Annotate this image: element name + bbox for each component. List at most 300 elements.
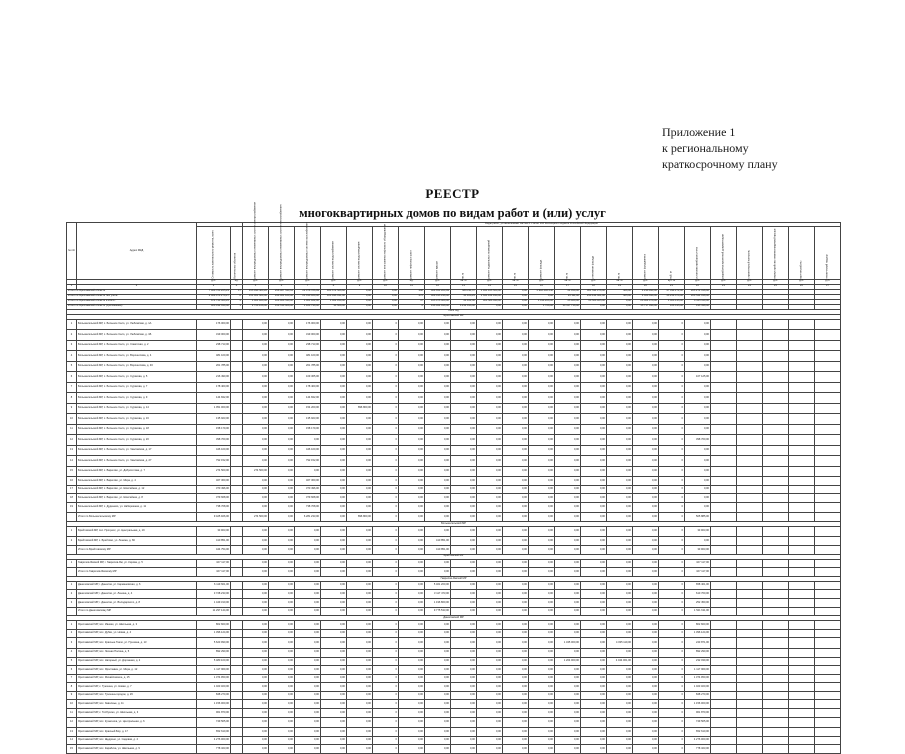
work-value: 0,00 <box>451 568 477 577</box>
column-header-text: куб. м <box>669 271 673 279</box>
work-value: 0 <box>659 526 685 537</box>
empty-cell <box>737 526 763 537</box>
row-total-cost: 1 374 950,00 <box>197 674 231 683</box>
work-value: 0,00 <box>607 340 633 351</box>
empty-cell <box>711 319 737 330</box>
empty-cell <box>737 736 763 745</box>
empty-cell <box>789 393 815 404</box>
work-value: 0,00 <box>477 648 503 657</box>
total-value: 2 720 128,00 <box>243 304 269 309</box>
work-value: 0,00 <box>503 456 529 467</box>
total-label: Итого по Ярославской области <box>67 289 197 294</box>
row-total-cost: 11 297 144,00 <box>197 607 231 616</box>
empty-cell <box>737 513 763 522</box>
column-header-text: строительный контроль <box>747 250 751 279</box>
unit-cell: руб. <box>529 279 555 284</box>
work-value: 0,00 <box>425 674 451 683</box>
empty-cell <box>815 319 841 330</box>
empty-cell <box>789 717 815 728</box>
row-total-cost: 379 668,00 <box>197 494 231 503</box>
row-number: 12 <box>67 717 77 728</box>
work-value: 0 <box>373 393 399 404</box>
work-value: 0,00 <box>477 666 503 675</box>
work-value: 0,00 <box>399 485 425 494</box>
row-total-cost: 1 156 000,00 <box>197 700 231 709</box>
work-value: 0 <box>373 648 399 657</box>
work-value: 0,00 <box>425 736 451 745</box>
work-value: 0,00 <box>347 736 373 745</box>
row-number: 6 <box>67 666 77 675</box>
work-value: 0 <box>373 657 399 666</box>
work-value: 0,00 <box>633 621 659 630</box>
building-row <box>67 526 841 537</box>
work-value: 0,00 <box>243 691 269 700</box>
work-value: 0,00 <box>555 709 581 718</box>
unit-cell: руб. <box>711 279 737 284</box>
empty-cell <box>815 559 841 568</box>
work-value: 0,00 <box>425 717 451 728</box>
total-value: 469 015 236,00 <box>425 294 451 299</box>
empty-cell <box>815 568 841 577</box>
work-value: 107 117,00 <box>685 568 711 577</box>
row-total-cost: 1 396 124,00 <box>197 629 231 638</box>
row-number: 8 <box>67 683 77 692</box>
total-value: 2 469 073 270,27 <box>197 294 231 299</box>
unit-cell: руб. <box>197 279 231 284</box>
work-value: 0,00 <box>347 728 373 737</box>
work-value: 0 <box>373 599 399 608</box>
work-value: 0,00 <box>633 485 659 494</box>
work-value: 0,00 <box>607 382 633 393</box>
empty-cell <box>789 414 815 425</box>
building-row <box>67 590 841 599</box>
work-value: 0,00 <box>425 502 451 513</box>
work-value: 0,00 <box>269 657 295 666</box>
work-value: 0,00 <box>321 621 347 630</box>
building-address: Итого по Большесельскому МР <box>77 513 197 522</box>
work-value: 0,00 <box>451 657 477 666</box>
work-value: 0,00 <box>451 700 477 709</box>
empty-cell <box>763 340 789 351</box>
work-value: 0 <box>373 319 399 330</box>
work-value: 0,00 <box>607 351 633 362</box>
work-value: 0,00 <box>295 546 321 555</box>
work-value: 0 <box>373 456 399 467</box>
work-value: 0,00 <box>321 393 347 404</box>
empty-cell <box>789 607 815 616</box>
work-value: 0,00 <box>347 629 373 638</box>
work-value: 0,00 <box>529 590 555 599</box>
empty-cell <box>789 485 815 494</box>
work-value: 0,00 <box>269 414 295 425</box>
work-value: 0,00 <box>425 745 451 754</box>
row-total-cost: 216 490,00 <box>197 372 231 383</box>
empty-cell <box>737 382 763 393</box>
work-value: 0,00 <box>425 466 451 477</box>
work-value: 0,00 <box>451 340 477 351</box>
empty-cell <box>763 728 789 737</box>
work-value: 0,00 <box>321 414 347 425</box>
empty-cell <box>815 700 841 709</box>
work-value: 1 117 969,00 <box>685 666 711 675</box>
empty-cell <box>789 700 815 709</box>
work-value: 0,00 <box>685 340 711 351</box>
empty-cell <box>789 581 815 590</box>
work-value: 0,00 <box>243 456 269 467</box>
work-value: 896 800,00 <box>347 403 373 414</box>
work-value: 0,00 <box>555 621 581 630</box>
building-row <box>67 319 841 330</box>
total-value: 4 230 993,00 <box>633 289 659 294</box>
total-value: 15 717 094,00 <box>633 304 659 309</box>
total-value: 0,00 <box>347 299 373 304</box>
work-value: 238 713,00 <box>295 340 321 351</box>
work-value: 0,00 <box>581 526 607 537</box>
empty-cell <box>789 691 815 700</box>
empty-cell <box>711 445 737 456</box>
work-value: 0,00 <box>321 319 347 330</box>
work-value: 0,00 <box>685 414 711 425</box>
column-number-cell: 12 <box>425 284 451 289</box>
work-value: 0,00 <box>425 485 451 494</box>
work-value: 0,00 <box>529 581 555 590</box>
row-number: 1 <box>67 319 77 330</box>
work-value: 0,00 <box>555 351 581 362</box>
work-value: 0,00 <box>529 403 555 414</box>
work-value: 0,00 <box>295 568 321 577</box>
empty-cell <box>763 691 789 700</box>
total-value: 303 586 930,00 <box>477 299 503 304</box>
work-value: 0,00 <box>321 568 347 577</box>
empty-cell <box>789 494 815 503</box>
work-value: 0,00 <box>555 361 581 372</box>
work-value: 0,00 <box>555 382 581 393</box>
work-value: 0,00 <box>269 629 295 638</box>
empty-cell <box>711 691 737 700</box>
work-value: 9 775 533,00 <box>425 607 451 616</box>
object-count-cell <box>231 621 243 630</box>
unit-cell: руб. <box>295 279 321 284</box>
work-value: 0,00 <box>269 485 295 494</box>
work-value: 0,00 <box>295 717 321 728</box>
work-value: 0,00 <box>477 319 503 330</box>
work-value: 0,00 <box>477 736 503 745</box>
total-value: 6 212 016,00 <box>451 304 477 309</box>
work-value: 0,00 <box>269 666 295 675</box>
row-total-cost: 144 842,00 <box>197 393 231 404</box>
object-count-cell <box>231 590 243 599</box>
row-total-cost: 444 754,00 <box>197 546 231 555</box>
building-row <box>67 691 841 700</box>
work-value: 0,00 <box>399 568 425 577</box>
work-value: 0,00 <box>399 330 425 341</box>
empty-cell <box>711 456 737 467</box>
object-count-cell <box>231 393 243 404</box>
work-value: 0,00 <box>581 638 607 649</box>
work-value: 0,00 <box>347 745 373 754</box>
work-value: 0,00 <box>451 666 477 675</box>
work-value: 0,00 <box>243 648 269 657</box>
work-value: 0,00 <box>633 581 659 590</box>
work-value: 0,00 <box>685 477 711 486</box>
row-total-cost: 652 610,00 <box>197 728 231 737</box>
building-address: Ярославский МР, пос. Карабиха, ул. Школьная, д. 9 <box>77 745 197 754</box>
work-value: 154 200,00 <box>295 403 321 414</box>
work-value: 0,00 <box>503 330 529 341</box>
work-value: 0,00 <box>295 559 321 568</box>
work-value: 0,00 <box>477 546 503 555</box>
object-count-cell <box>231 657 243 666</box>
building-address: Большесельский МР, с. Большое Село, ул. Советская, д. 2 <box>77 340 197 351</box>
work-value: 0,00 <box>269 559 295 568</box>
work-value: 0 <box>659 666 685 675</box>
total-value: 41 109,25 <box>451 294 477 299</box>
object-count-cell <box>231 745 243 754</box>
work-value: 0,00 <box>425 657 451 666</box>
column-header <box>321 226 347 279</box>
unit-cell: руб. <box>789 279 815 284</box>
work-value: 0,00 <box>503 717 529 728</box>
work-value: 0 <box>373 709 399 718</box>
work-value: 0,00 <box>451 581 477 590</box>
work-value: 0,00 <box>581 717 607 728</box>
work-value: 652 610,00 <box>685 728 711 737</box>
work-value: 0 <box>373 351 399 362</box>
work-value: 410 851,00 <box>425 546 451 555</box>
work-value: 0,00 <box>581 683 607 692</box>
work-value: 0,00 <box>399 683 425 692</box>
work-value: 0,00 <box>243 683 269 692</box>
work-value: 0,00 <box>581 581 607 590</box>
work-value: 0 <box>373 414 399 425</box>
work-value: 0,00 <box>321 607 347 616</box>
empty-cell <box>789 674 815 683</box>
work-value: 0,00 <box>321 403 347 414</box>
column-number-cell: 24 <box>737 284 763 289</box>
work-value: 0 <box>659 537 685 546</box>
empty-cell <box>763 581 789 590</box>
column-number-cell: 15 <box>503 284 529 289</box>
work-value: 0,00 <box>633 340 659 351</box>
empty-cell <box>763 700 789 709</box>
column-header <box>451 226 477 279</box>
empty-cell <box>763 424 789 435</box>
building-address: Большесельский МР, с. Большое Село, ул. Ворошилова, д. 46 <box>77 361 197 372</box>
empty-cell <box>789 477 815 486</box>
work-value: 0,00 <box>451 485 477 494</box>
work-value: 0,00 <box>243 361 269 372</box>
work-value: 0,00 <box>321 466 347 477</box>
work-value: 0,00 <box>269 424 295 435</box>
empty-cell <box>789 526 815 537</box>
total-value: 1 000 135,00 <box>659 299 685 304</box>
empty-cell <box>711 382 737 393</box>
work-value: 0,00 <box>243 393 269 404</box>
unit-cell: руб. <box>633 279 659 284</box>
row-total-cost: 1 051 000,00 <box>197 403 231 414</box>
work-value: 0 <box>373 372 399 383</box>
total-value: 288 <box>399 289 425 294</box>
empty-cell <box>737 494 763 503</box>
empty-cell <box>711 607 737 616</box>
work-value: 0,00 <box>321 494 347 503</box>
total-value: 270 <box>399 294 425 299</box>
work-value: 0,00 <box>477 513 503 522</box>
building-row <box>67 537 841 546</box>
empty-cell <box>815 629 841 638</box>
total-value: 47 <box>399 299 425 304</box>
row-total-cost: 1 023 400,00 <box>197 683 231 692</box>
row-total-cost: 238 713,00 <box>197 340 231 351</box>
work-value: 0,00 <box>269 502 295 513</box>
total-value: 1 931 165 564,00 <box>477 289 503 294</box>
work-value: 0,00 <box>555 666 581 675</box>
year-label: 2023 год <box>67 309 841 314</box>
total-value: 230 144 021,00 <box>581 294 607 299</box>
empty-cell <box>737 691 763 700</box>
row-number: 1 <box>67 621 77 630</box>
annex-note <box>662 124 778 172</box>
empty-cell <box>815 691 841 700</box>
object-count-cell <box>231 546 243 555</box>
work-value: 0,00 <box>399 502 425 513</box>
work-value: 0,00 <box>633 700 659 709</box>
work-value: 0,00 <box>633 648 659 657</box>
row-number: 18 <box>67 494 77 503</box>
work-value: 0,00 <box>347 657 373 666</box>
work-value: 0,00 <box>529 638 555 649</box>
total-value: 25 460,00 <box>555 299 581 304</box>
work-value: 0,00 <box>243 657 269 666</box>
total-value: 4 020 694,00 <box>633 294 659 299</box>
empty-cell <box>711 485 737 494</box>
building-row <box>67 629 841 638</box>
building-address: Большесельский МР, с. Большое Село, ул. Любимская, д. 1Б <box>77 330 197 341</box>
empty-cell <box>711 674 737 683</box>
empty-cell <box>737 403 763 414</box>
empty-cell <box>711 537 737 546</box>
work-value: 0,00 <box>503 648 529 657</box>
work-value: 0,00 <box>555 700 581 709</box>
work-value: 0,00 <box>555 674 581 683</box>
row-number: 15 <box>67 745 77 754</box>
work-value: 0 <box>659 485 685 494</box>
unit-cell: руб. <box>425 279 451 284</box>
work-value: 0,00 <box>243 382 269 393</box>
work-value: 201 785,00 <box>295 361 321 372</box>
empty-cell <box>763 319 789 330</box>
row-total-cost: 410 851,00 <box>197 537 231 546</box>
work-value: 0,00 <box>607 393 633 404</box>
work-value: 0 <box>373 477 399 486</box>
row-number: 2 <box>67 537 77 546</box>
work-value: 0,00 <box>425 728 451 737</box>
work-value: 0,00 <box>399 728 425 737</box>
work-value: 0 <box>659 393 685 404</box>
work-value: 370 496,00 <box>295 485 321 494</box>
work-value: 0,00 <box>243 728 269 737</box>
work-value: 0,00 <box>503 745 529 754</box>
object-count-cell <box>231 351 243 362</box>
work-value: 0,00 <box>321 599 347 608</box>
work-value: 379 668,00 <box>295 494 321 503</box>
total-value: 0,00 <box>373 299 399 304</box>
empty-cell <box>763 361 789 372</box>
empty-cell <box>789 456 815 467</box>
object-count-cell <box>231 691 243 700</box>
empty-cell <box>815 340 841 351</box>
work-value: 0,00 <box>607 456 633 467</box>
work-value: 0,00 <box>451 351 477 362</box>
total-value: 60 500 405,00 <box>581 299 607 304</box>
work-value: 0,00 <box>503 674 529 683</box>
row-total-cost: 961 870,00 <box>197 709 231 718</box>
work-value: 0,00 <box>555 456 581 467</box>
work-value: 0,00 <box>581 477 607 486</box>
work-value: 0,00 <box>503 351 529 362</box>
work-value: 0,00 <box>529 372 555 383</box>
work-value: 0,00 <box>321 526 347 537</box>
work-value: 0,00 <box>295 728 321 737</box>
building-address: Большесельский МР, с. Дуденево, ул. Набережная, д. 11 <box>77 502 197 513</box>
empty-cell <box>763 382 789 393</box>
empty-cell <box>763 683 789 692</box>
building-address: Ярославский МР, пос. Нагорный, ул. Дорожная, д. 2 <box>77 657 197 666</box>
work-value: 0,00 <box>529 717 555 728</box>
work-value: 0,00 <box>321 717 347 728</box>
work-value: 0 <box>373 745 399 754</box>
empty-cell <box>763 736 789 745</box>
empty-cell <box>789 568 815 577</box>
work-value: 0,00 <box>607 581 633 590</box>
building-address: Ярославский МР, пос. Михайловское, д. 15 <box>77 674 197 683</box>
work-value: 0,00 <box>477 691 503 700</box>
work-value: 0,00 <box>243 717 269 728</box>
empty-cell <box>815 638 841 649</box>
empty-cell <box>711 466 737 477</box>
building-address: Большесельский МР, с. Большое Село, ул. Сурикова, д. 5 <box>77 372 197 383</box>
district-section-label: Брейтовский МР <box>67 554 841 559</box>
building-row <box>67 466 841 477</box>
object-count-cell <box>231 700 243 709</box>
empty-cell <box>789 657 815 666</box>
row-number: 3 <box>67 638 77 649</box>
work-value: 0,00 <box>451 709 477 718</box>
column-number-cell: 20 <box>633 284 659 289</box>
work-value: 0 <box>659 657 685 666</box>
work-value: 0,00 <box>581 728 607 737</box>
work-value: 0,00 <box>451 502 477 513</box>
work-value: 0 <box>373 485 399 494</box>
work-value: 0,00 <box>607 559 633 568</box>
work-value: 0,00 <box>685 424 711 435</box>
empty-cell <box>737 351 763 362</box>
work-value: 0,00 <box>243 638 269 649</box>
work-value: 0,00 <box>295 666 321 675</box>
unit-cell: руб. <box>477 279 503 284</box>
work-value: 0,00 <box>347 674 373 683</box>
total-value: 165 075 000,00 <box>425 299 451 304</box>
work-value: 505 885,00 <box>685 513 711 522</box>
work-value: 0,00 <box>477 393 503 404</box>
work-value: 0,00 <box>503 526 529 537</box>
unit-cell: кв. м <box>555 279 581 284</box>
work-value: 0,00 <box>633 674 659 683</box>
building-address: Большесельский МР, с. Большое Село, ул. Сурикова, д. 18 <box>77 424 197 435</box>
work-value: 0 <box>659 736 685 745</box>
work-value: 0,00 <box>607 607 633 616</box>
work-value: 0,00 <box>425 424 451 435</box>
